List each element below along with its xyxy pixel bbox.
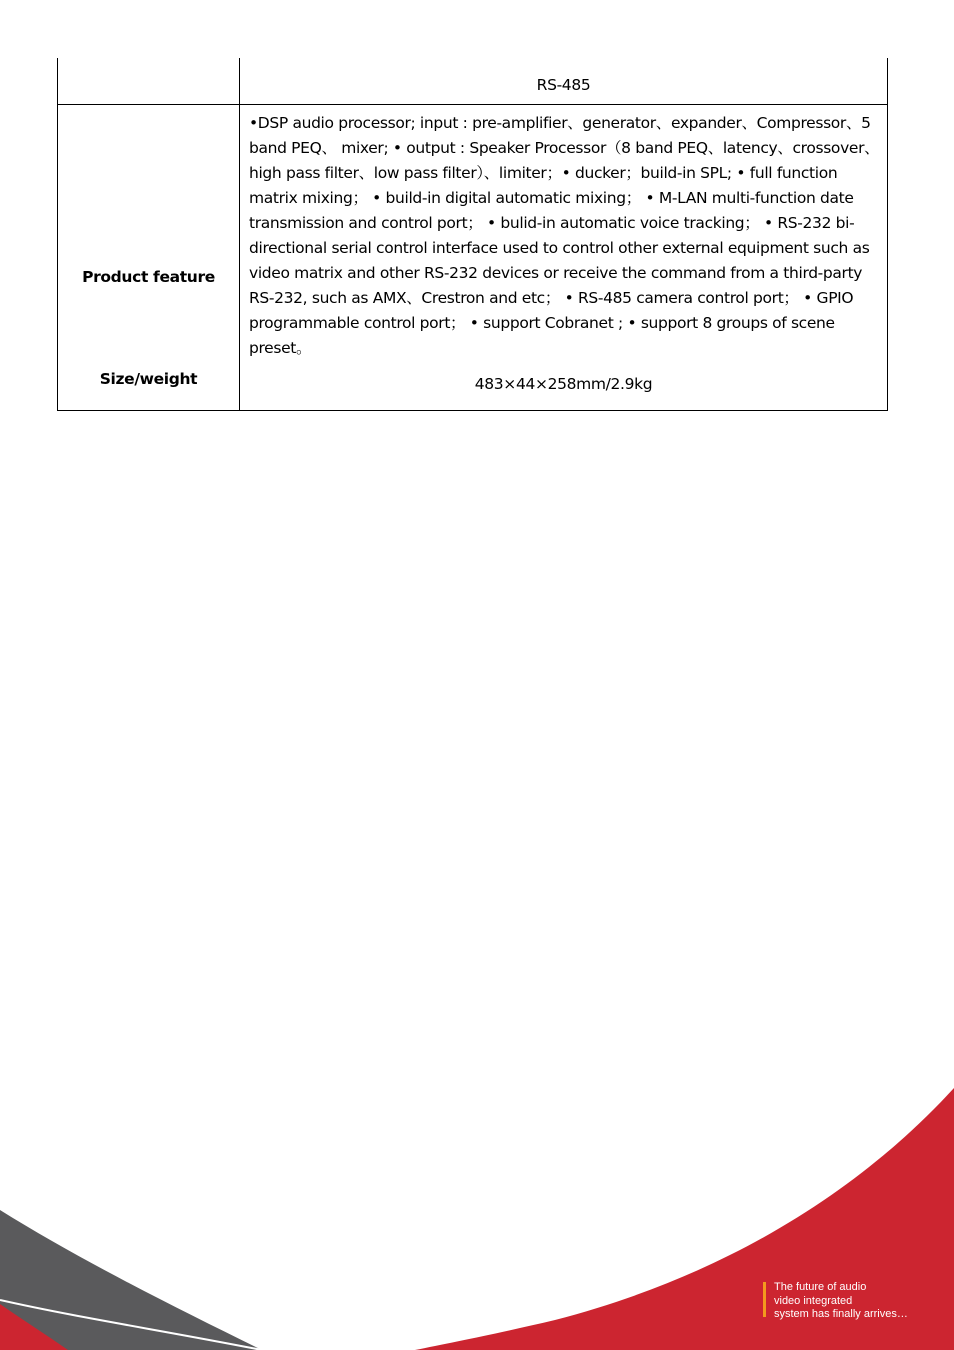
footer-tagline (763, 1281, 944, 1322)
tagline-line: video integrated (774, 1294, 853, 1307)
product-feature-text: •DSP audio processor; input : pre-amplifier、generator、expander、Compressor、5 band PEQ、 mixer; • output : Speaker Processor（8 band PEQ、latency、crossover、high pass filter、low pass filter）、limiter；• ducker；build-in SPL; • full function matrix mixing； • build-in digital automatic mixing； • M-LAN multi-function date transmission and control port； • bulid-in automatic voice tracking； • RS-232 bi-directional serial control interface used to control other external equipment such as video matrix and other RS-232 devices or receive the command from a third-party RS-232, such as AMX、Crestron and etc； • RS-485 camera control port； • GPIO programmable control port； • support Cobranet ; • support 8 groups of scene preset。 (249, 114, 880, 357)
gray-swoosh (0, 1210, 262, 1350)
size-weight-label: Size/weight (99, 370, 198, 388)
tagline-accent-bar (763, 1282, 766, 1317)
tagline-line: system has finally arrives… (774, 1308, 908, 1320)
product-feature-label: Product feature (82, 268, 215, 286)
rs485-value: RS-485 (536, 76, 591, 94)
tagline-line: The future of audio (774, 1281, 867, 1293)
size-weight-value: 483×44×258mm/2.9kg (474, 375, 653, 393)
